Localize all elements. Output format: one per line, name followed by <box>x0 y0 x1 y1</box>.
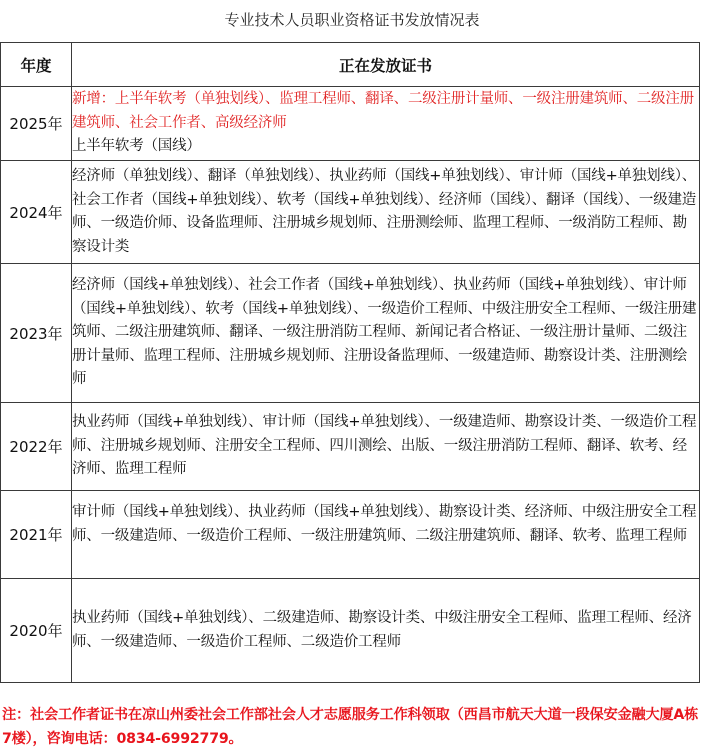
year-cell: 2020年 <box>1 579 72 683</box>
table-row <box>1 161 700 264</box>
new-certificates-text: 新增：上半年软考（单独划线）、监理工程师、翻译、二级注册计量师、一级注册建筑师、二级注册建筑师、社会工作者、高级经济师 <box>72 91 694 131</box>
certificates-text: 上半年软考（国线） <box>72 138 201 155</box>
year-cell: 2024年 <box>1 161 72 264</box>
year-cell: 2023年 <box>1 264 72 403</box>
year-cell: 2022年 <box>1 403 72 491</box>
table-row <box>1 403 700 491</box>
certificate-cell: 审计师（国线+单独划线）、执业药师（国线+单独划线）、勘察设计类、经济师、中级注册安全工程师、一级建造师、一级造价工程师、一级注册建筑师、二级注册建筑师、翻译、软考、监理工程师 <box>72 491 700 579</box>
certificate-cell: 经济师（单独划线）、翻译（单独划线）、执业药师（国线+单独划线）、审计师（国线+单独划线）、社会工作者（国线+单独划线）、软考（国线+单独划线）、经济师（国线）、翻译（国线）、一级建造师、一级造价师、设备监理师、注册城乡规划师、注册测绘师、监理工程师、一级消防工程师、勘察设计类 <box>72 161 700 264</box>
footnote: 注：社会工作者证书在凉山州委社会工作部社会人才志愿服务工作科领取（西昌市航天大道一段保安金融大厦A栋7楼），咨询电话：0834-6992779。 <box>2 707 699 747</box>
certificate-cell <box>72 87 700 161</box>
year-cell: 2025年 <box>1 87 72 161</box>
header-year: 年度 <box>1 43 72 87</box>
table-header-row <box>1 43 700 87</box>
page-title: 专业技术人员职业资格证书发放情况表 <box>224 11 480 29</box>
certificate-cell: 经济师（国线+单独划线）、社会工作者（国线+单独划线）、执业药师（国线+单独划线）、审计师（国线+单独划线）、软考（国线+单独划线）、一级造价工程师、中级注册安全工程师、一级注册建筑师、二级注册建筑师、翻译、一级注册消防工程师、新闻记者合格证、一级注册计量师、二级注册计量师、监理工程师、注册城乡规划师、注册设备监理师、一级建造师、勘察设计类、注册测绘师 <box>72 264 700 403</box>
table-row <box>1 264 700 403</box>
certificate-table <box>0 42 700 683</box>
table-row <box>1 491 700 579</box>
certificate-cell: 执业药师（国线+单独划线）、二级建造师、勘察设计类、中级注册安全工程师、监理工程师、经济师、一级建造师、一级造价工程师、二级造价工程师 <box>72 579 700 683</box>
table-row <box>1 87 700 161</box>
header-certificates: 正在发放证书 <box>72 43 700 87</box>
table-row <box>1 579 700 683</box>
year-cell: 2021年 <box>1 491 72 579</box>
certificate-cell: 执业药师（国线+单独划线）、审计师（国线+单独划线）、一级建造师、勘察设计类、一级造价工程师、注册城乡规划师、注册安全工程师、四川测绘、出版、一级注册消防工程师、翻译、软考、经济师、监理工程师 <box>72 403 700 491</box>
